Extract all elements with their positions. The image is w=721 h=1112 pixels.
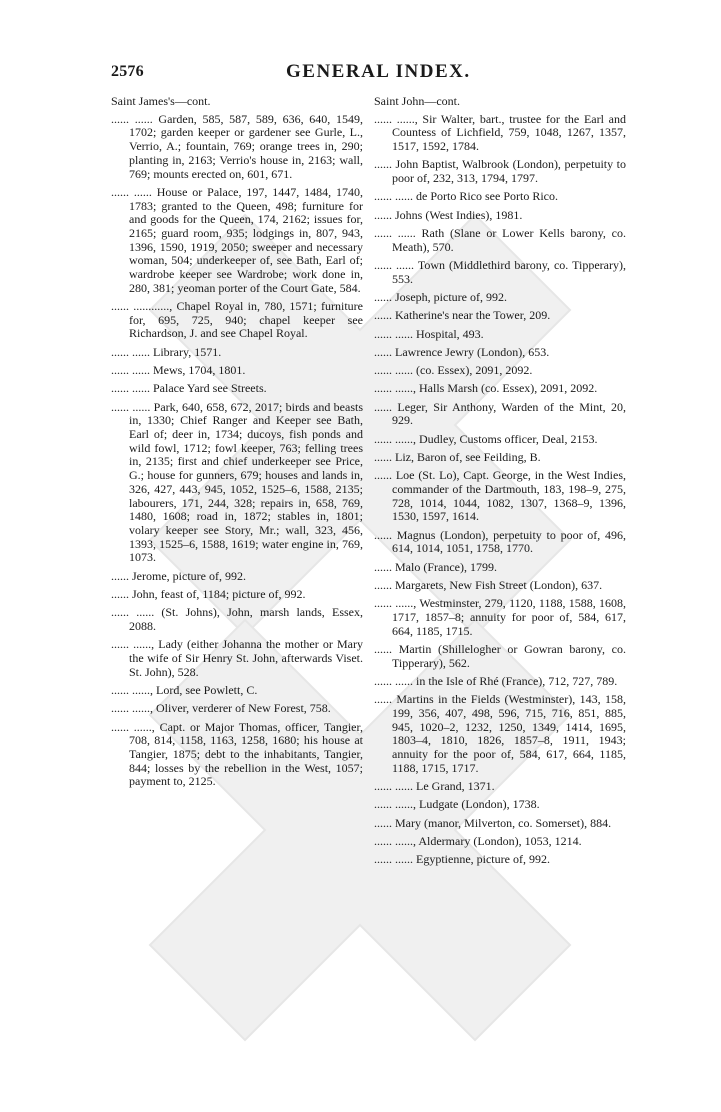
index-entry: ...... ......, Halls Marsh (co. Essex), 2091, 2092. bbox=[374, 381, 598, 396]
index-entry: ...... Mary (manor, Milverton, co. Somerset), 884. bbox=[374, 815, 612, 830]
index-entry: ...... ............, Chapel Royal in, 780, 1571; furniture for, 695, 725, 940; chapel keeper see Richardson, J. and see Chapel Royal. bbox=[111, 299, 363, 341]
index-entry: ...... Martins in the Fields (Westminster), 143, 158, 199, 356, 407, 498, 596, 715, 716, 851, 885, 945, 1020–2, 1232, 1250, 1349, 1414, 1695, 1803–4, 1810, 1826, 1857–8, 1911, 1943; annuity for the poor of, 584, 617, 664, 1185, 1188, 1715, 1717. bbox=[374, 692, 626, 775]
index-entry: ...... ...... Rath (Slane or Lower Kells barony, co. Meath), 570. bbox=[374, 226, 626, 254]
index-entry: ...... Leger, Sir Anthony, Warden of the Mint, 20, 929. bbox=[374, 399, 626, 428]
index-entry: ...... Johns (West Indies), 1981. bbox=[374, 207, 523, 222]
index-entry: ...... ...... Garden, 585, 587, 589, 636, 640, 1549, 1702; garden keeper or gardener see Gurle, L., Verrio, A.; fountain, 769; orange trees in, 290; planting in, 2163; Verrio's house in, 2163; wall, 769; mounts erected on, 601, 671. bbox=[111, 111, 363, 181]
index-entry: ...... ...... Mews, 1704, 1801. bbox=[111, 363, 246, 378]
right-column-heading: Saint John—cont. bbox=[374, 94, 460, 108]
index-entry: ...... Liz, Baron of, see Feilding, B. bbox=[374, 450, 541, 465]
index-entry: ...... ......, Westminster, 279, 1120, 1188, 1588, 1608, 1717, 1857–8; annuity for poor of, 584, 617, 664, 1185, 1715. bbox=[374, 596, 626, 638]
index-entry: ...... Lawrence Jewry (London), 653. bbox=[374, 344, 550, 359]
index-entry: ...... ...... Le Grand, 1371. bbox=[374, 779, 495, 794]
index-entry: ...... ......, Oliver, verderer of New Forest, 758. bbox=[111, 701, 331, 716]
index-entry: ...... ...... (St. Johns), John, marsh lands, Essex, 2088. bbox=[111, 605, 363, 633]
index-entry: ...... ...... Library, 1571. bbox=[111, 344, 222, 359]
index-entry: ...... ...... Hospital, 493. bbox=[374, 326, 484, 341]
left-column bbox=[111, 95, 363, 794]
page-number: 2576 bbox=[111, 63, 144, 80]
index-entry: ...... ...... House or Palace, 197, 1447, 1484, 1740, 1783; granted to the Queen, 498; furniture for and goods for the Queen, 174, 2162; issues for, 2165; guard room, 935; lodgings in, 807, 943, 1396, 1590, 1919, 2050; sweeper and necessary woman, 504; underkeeper of, see Bath, Earl of; wardrobe keeper see Wardrobe; work done in, 280, 381; yeoman porter of the Court Gate, 584. bbox=[111, 184, 363, 295]
right-column bbox=[374, 95, 626, 872]
index-entry: ...... Malo (France), 1799. bbox=[374, 559, 497, 574]
index-entry: ...... ......, Sir Walter, bart., trustee for the Earl and Countess of Lichfield, 759, 1048, 1267, 1357, 1517, 1592, 1784. bbox=[374, 111, 626, 154]
index-entry: ...... Katherine's near the Tower, 209. bbox=[374, 308, 551, 323]
index-entry: ...... ......, Lord, see Powlett, C. bbox=[111, 682, 258, 697]
index-entry: ...... ...... in the Isle of Rhé (France), 712, 727, 789. bbox=[374, 674, 618, 689]
index-entry: ...... Magnus (London), perpetuity to poor of, 496, 614, 1014, 1051, 1758, 1770. bbox=[374, 527, 626, 556]
index-entry: ...... ...... (co. Essex), 2091, 2092. bbox=[374, 363, 533, 378]
index-entry: ...... John, feast of, 1184; picture of, 992. bbox=[111, 586, 306, 601]
running-head: GENERAL INDEX. bbox=[286, 61, 471, 82]
index-entry: ...... ......, Ludgate (London), 1738. bbox=[374, 797, 540, 812]
index-entry: ...... Martin (Shillelogher or Gowran barony, co. Tipperary), 562. bbox=[374, 642, 626, 670]
index-entry: ...... ...... Park, 640, 658, 672, 2017; birds and beasts in, 1330; Chief Ranger and Keeper see Bath, Earl of; deer in, 1734; ducoys, fish ponds and wild fowl, 1712; fowl keeper, 763; felling trees in, 2135; first and chief underkeeper see Price, G.; house for gunners, 679; houses and lands in, 326, 427, 443, 945, 1052, 1525–6, 1588, 2135; labourers, 171, 244, 328; repairs in, 658, 769, 1480, 1608; road in, 1872; stables in, 1801; volary keeper see Story, Mr.; wall, 323, 456, 1393, 1525–6, 1588, 1619; water engine in, 769, 1073. bbox=[111, 399, 363, 565]
index-entry: ...... Joseph, picture of, 992. bbox=[374, 290, 507, 304]
index-entry: ...... Jerome, picture of, 992. bbox=[111, 568, 246, 583]
index-entry: ...... ......, Dudley, Customs officer, Deal, 2153. bbox=[374, 431, 598, 446]
index-entry: ...... John Baptist, Walbrook (London), perpetuity to poor of, 232, 313, 1794, 1797. bbox=[374, 157, 626, 186]
index-entry: ...... ......, Lady (either Johanna the mother or Mary the wife of Sir Henry St. John, afterwards Viset. St. John), 528. bbox=[111, 637, 363, 679]
left-column-heading: Saint James's—cont. bbox=[111, 94, 211, 108]
index-entry: ...... Margarets, New Fish Street (London), 637. bbox=[374, 578, 603, 593]
index-entry: ...... ...... Palace Yard see Streets. bbox=[111, 381, 267, 396]
index-entry: ...... ...... de Porto Rico see Porto Rico. bbox=[374, 189, 558, 204]
index-entry: ...... ......, Aldermary (London), 1053, 1214. bbox=[374, 834, 582, 849]
index-entry: ...... ...... Egyptienne, picture of, 992. bbox=[374, 852, 550, 867]
index-entry: ...... ......, Capt. or Major Thomas, officer, Tangier, 708, 814, 1158, 1163, 1258, 1680; his house at Tangier, 1875; debt to the inhabitants, Tangier, 844; losses by the rebellion in the West, 1057; payment to, 2125. bbox=[111, 719, 363, 789]
index-entry: ...... Loe (St. Lo), Capt. George, in the West Indies, commander of the Dartmouth, 183, 198–9, 275, 728, 1014, 1044, 1082, 1307, 1368–9, 1396, 1530, 1597, 1614. bbox=[374, 468, 626, 524]
index-entry: ...... ...... Town (Middlethird barony, co. Tipperary), 553. bbox=[374, 258, 626, 286]
